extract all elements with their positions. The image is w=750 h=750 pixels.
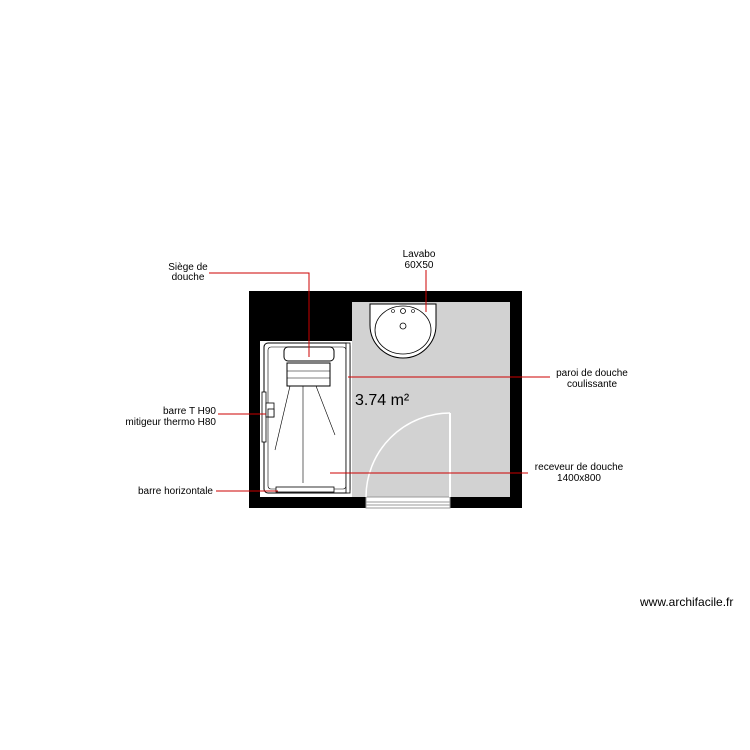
washbasin-tap-hole <box>392 310 395 313</box>
label-barre-horizontale: barre horizontale <box>137 486 213 497</box>
sliding-screen <box>346 343 350 493</box>
label-paroi-line1: paroi de douche <box>556 368 628 379</box>
wall-niche <box>260 302 352 341</box>
grab-bar-t <box>262 392 266 442</box>
mixer-handle <box>268 409 274 417</box>
label-receveur-line2: 1400x800 <box>557 473 601 484</box>
area-label: 3.74 m² <box>355 392 410 409</box>
label-lavabo-line1: Lavabo <box>402 249 436 260</box>
label-siege-line1: Siège de <box>168 262 208 273</box>
shower-seat <box>287 363 330 386</box>
washbasin-tap <box>401 309 406 314</box>
washbasin-drain <box>400 323 406 329</box>
label-siege-line2: douche <box>171 272 205 283</box>
label-barre-t-line2: mitigeur thermo H80 <box>125 417 216 428</box>
label-lavabo-line2: 60X50 <box>404 260 434 271</box>
label-paroi-line2: coulissante <box>566 379 618 390</box>
credit-link[interactable]: www.archifacile.fr <box>640 595 734 609</box>
grab-bar-horizontal <box>276 487 334 492</box>
label-barre-t-line1: barre T H90 <box>163 406 216 417</box>
washbasin-tap-hole <box>412 310 415 313</box>
label-receveur-line1: receveur de douche <box>534 462 624 473</box>
